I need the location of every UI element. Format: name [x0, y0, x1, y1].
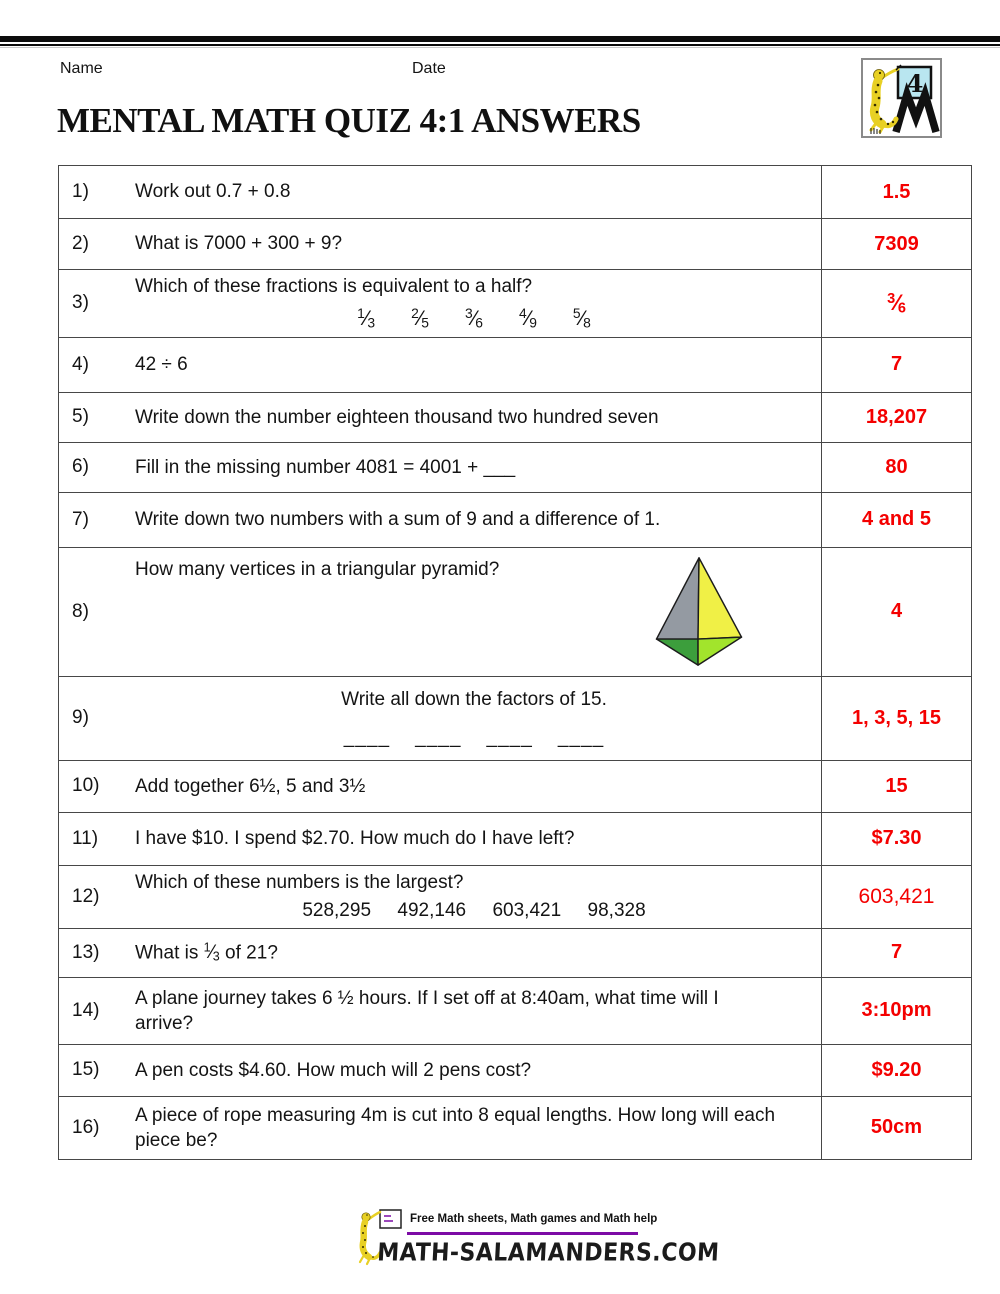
answer-text: 1, 3, 5, 15 — [852, 706, 941, 729]
quiz-row-5 — [59, 392, 971, 442]
question-number: 11) — [72, 827, 99, 849]
answer-text: $9.20 — [871, 1058, 922, 1081]
answer-text: 7 — [890, 353, 903, 376]
quiz-row-7 — [59, 492, 971, 547]
question-text: Add together 6½, 5 and 3½ — [135, 775, 366, 797]
question-number: 5) — [72, 406, 89, 428]
page-title: MENTAL MATH QUIZ 4:1 ANSWERS — [57, 101, 641, 140]
question-text: What is $^1⁄_3$ of 21? — [135, 941, 278, 964]
question-number: 16) — [72, 1116, 100, 1138]
answer-text: 3:10pm — [861, 999, 932, 1022]
question-number: 4) — [72, 353, 89, 375]
question-text: Work out 0.7 + 0.8 — [135, 181, 291, 203]
answer-cell — [821, 338, 971, 392]
answer-cell — [821, 493, 971, 547]
question-text: Which of these fractions is equivalent to a half? — [135, 276, 533, 297]
answer-cell — [821, 393, 971, 442]
quiz-row-2 — [59, 218, 971, 269]
answer-cell — [821, 548, 971, 676]
question-number: 15) — [72, 1059, 100, 1081]
name-label: Name — [60, 60, 103, 77]
answer-cell — [821, 270, 971, 337]
answer-cell — [821, 166, 971, 218]
answer-text: 50cm — [870, 1116, 923, 1139]
answer-text: 80 — [885, 455, 908, 478]
question-text: How many vertices in a triangular pyramid? — [135, 558, 500, 580]
answer-cell — [821, 219, 971, 269]
top-rule-thin — [0, 44, 1000, 46]
fraction-option: $^1⁄_3$ — [357, 305, 376, 331]
quiz-row-9 — [59, 676, 971, 760]
footer-underline — [407, 1232, 638, 1235]
quiz-row-12 — [59, 865, 971, 928]
question-number: 14) — [72, 999, 100, 1021]
question-number: 3) — [72, 292, 89, 314]
date-label: Date — [412, 60, 446, 77]
answer-cell — [821, 929, 971, 977]
quiz-row-3 — [59, 269, 971, 337]
question-text: A pen costs $4.60. How much will 2 pens cost? — [135, 1059, 532, 1081]
fraction-option: $^2⁄_5$ — [411, 305, 430, 331]
quiz-row-8 — [59, 547, 971, 676]
footer-site-wordmark: MATH-SALAMANDERS.COM — [376, 1239, 721, 1267]
question-number: 9) — [72, 707, 89, 729]
triangular-pyramid-image — [647, 555, 751, 669]
quiz-table — [58, 165, 972, 1160]
answer-text: 4 and 5 — [862, 508, 931, 531]
question-number: 12) — [72, 885, 100, 907]
question-text: Which of these numbers is the largest? — [135, 872, 464, 894]
quiz-row-13 — [59, 928, 971, 977]
question-number: 8) — [72, 600, 89, 622]
question-number: 6) — [72, 456, 89, 478]
logo-number: 4 — [906, 69, 924, 98]
quiz-row-6 — [59, 442, 971, 492]
quiz-row-14 — [59, 977, 971, 1044]
fraction-option: $^3⁄_6$ — [465, 305, 483, 331]
question-text: What is 7000 + 300 + 9? — [135, 233, 343, 255]
answer-cell — [821, 761, 971, 812]
answer-cell — [821, 1045, 971, 1096]
answer-fraction: $^3⁄_6$ — [887, 290, 906, 317]
answer-text: 18,207 — [865, 405, 928, 428]
question-text: A plane journey takes 6 ½ hours. If I set off at 8:40am, what time will I arrive? — [135, 987, 719, 1034]
footer-board — [380, 1210, 401, 1228]
question-number: 10) — [72, 775, 100, 797]
footer-tagline: Free Math sheets, Math games and Math help — [410, 1213, 658, 1225]
answer-text: 603,421 — [858, 884, 935, 908]
question-text: 42 ÷ 6 — [135, 354, 188, 376]
math-salamanders-logo — [861, 58, 942, 138]
answer-cell — [821, 443, 971, 492]
question-number: 1) — [72, 181, 89, 202]
answer-text: $7.30 — [871, 827, 922, 850]
question-number: 13) — [72, 941, 100, 963]
quiz-row-16 — [59, 1096, 971, 1159]
question-text: A piece of rope measuring 4m is cut into 8 equal lengths. How long will each piece be? — [135, 1104, 776, 1151]
answer-text: 15 — [885, 774, 908, 797]
question-number: 2) — [72, 233, 89, 254]
answer-text: 1.5 — [882, 180, 911, 203]
fraction-option: $^5⁄_8$ — [572, 305, 591, 331]
quiz-row-15 — [59, 1044, 971, 1096]
top-rule-shadow — [0, 47, 1000, 48]
answer-text: 7 — [890, 941, 903, 964]
quiz-row-10 — [59, 760, 971, 812]
fraction-option: $^4⁄_9$ — [518, 305, 537, 331]
question-text: Fill in the missing number 4081 = 4001 + ___ — [135, 456, 516, 478]
answer-text: 7309 — [874, 232, 919, 255]
answer-cell — [821, 813, 971, 865]
top-rule-thick — [0, 36, 1000, 42]
inline-fraction: $^1⁄_3$ — [203, 941, 220, 964]
answer-cell — [821, 866, 971, 928]
answer-blanks: ____ ____ ____ ____ — [343, 726, 605, 748]
salamander-logo-icon — [863, 60, 940, 136]
question-text: Write down two numbers with a sum of 9 and a difference of 1. — [135, 509, 661, 531]
question-text: I have $10. I spend $2.70. How much do I have left? — [135, 828, 575, 850]
answer-text: 4 — [890, 600, 903, 623]
answer-cell — [821, 1097, 971, 1159]
quiz-row-11 — [59, 812, 971, 865]
answer-cell — [821, 677, 971, 760]
number-options: 528,295 492,146 603,421 98,328 — [302, 900, 646, 922]
question-number: 7) — [72, 508, 89, 530]
question-text: Write all down the factors of 15. — [341, 688, 607, 710]
quiz-row-1 — [59, 166, 971, 218]
fraction-options — [135, 304, 813, 333]
question-text: Write down the number eighteen thousand two hundred seven — [135, 406, 659, 428]
quiz-row-4 — [59, 337, 971, 392]
answer-cell — [821, 978, 971, 1044]
logo-m-glyph — [896, 94, 936, 132]
